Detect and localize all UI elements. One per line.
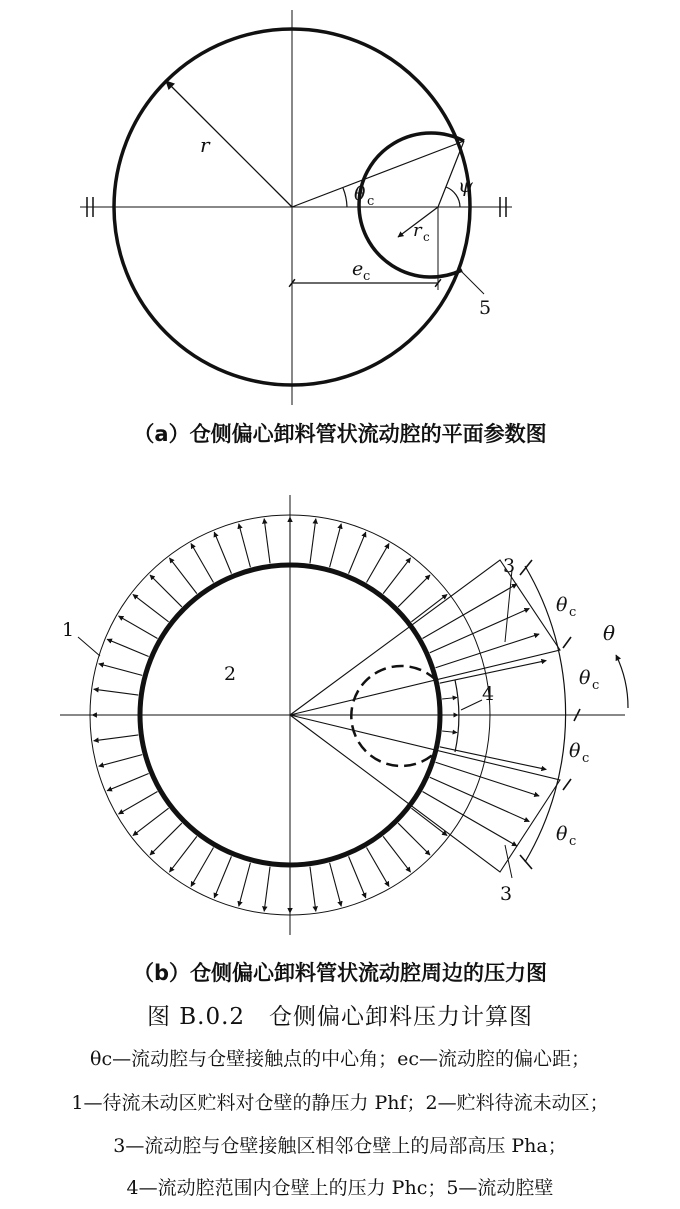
- label-5: 5: [479, 297, 492, 319]
- label-theta-c-b1-sub: c: [569, 605, 577, 620]
- label-theta-c-b3: θ: [569, 740, 581, 762]
- pressure-arrow: [239, 863, 251, 906]
- pressure-arrow: [191, 544, 214, 583]
- label-theta-c-a: θ: [354, 183, 366, 205]
- label-ec: e: [352, 258, 364, 280]
- radius-r-arrow: [166, 81, 292, 207]
- sector-pressure-arrow: [436, 634, 540, 668]
- label-1: 1: [62, 619, 75, 641]
- pressure-arrow: [383, 836, 410, 872]
- legend-line: 3—流动腔与仓壁接触区相邻仓壁上的局部高压 Pha；: [113, 1135, 567, 1157]
- label-2: 2: [224, 663, 237, 685]
- label-3-top: 3: [503, 555, 516, 577]
- pressure-arrow: [239, 524, 251, 567]
- pressure-arrow: [169, 558, 196, 594]
- pressure-arrow: [310, 519, 316, 564]
- label-rc-sub: c: [423, 230, 430, 244]
- caption-a: （a）仓侧偏心卸料管状流动腔的平面参数图: [133, 422, 547, 446]
- label-theta-b: θ: [603, 621, 616, 645]
- sector-pressure-arrow: [430, 777, 530, 821]
- pressure-arrow: [214, 532, 231, 574]
- pressure-arrow: [214, 856, 231, 898]
- pressure-arrow: [383, 558, 410, 594]
- label-theta-c-b4: θ: [556, 823, 568, 845]
- label-theta-c-b3-sub: c: [582, 751, 590, 766]
- pressure-arrow: [330, 863, 342, 906]
- pressure-arrow: [264, 867, 270, 912]
- pressure-arrow: [367, 544, 390, 583]
- legend-line: 4—流动腔范围内仓壁上的压力 Phc；5—流动腔壁: [126, 1177, 554, 1199]
- leader-3-top: [505, 570, 512, 642]
- high-pressure-sectors: [290, 560, 560, 872]
- pressure-arrow: [94, 689, 139, 695]
- pressure-arrow: [367, 848, 390, 887]
- label-3-bottom: 3: [500, 883, 513, 905]
- pressure-arrow: [150, 823, 182, 855]
- label-theta-c-b4-sub: c: [569, 834, 577, 849]
- channel-center-to-contact: [438, 141, 464, 207]
- pressure-arrow: [99, 664, 142, 676]
- theta-c-arc-a: [343, 188, 347, 207]
- pressure-arrow: [150, 575, 182, 607]
- pressure-arrow: [398, 575, 430, 607]
- channel-pressure-arrow: [442, 697, 457, 699]
- pressure-arrow: [133, 808, 169, 835]
- leader-1: [78, 637, 100, 656]
- sector-pressure-arrow: [436, 762, 540, 796]
- pressure-arrow: [264, 519, 270, 564]
- pressure-arrow: [94, 735, 139, 741]
- label-ec-sub: c: [363, 269, 371, 284]
- diagram-a: [80, 10, 512, 405]
- sector-pressure-arrow: [423, 584, 517, 639]
- pressure-arrow: [119, 792, 158, 815]
- pressure-arrow: [330, 524, 342, 567]
- flow-channel-wall-arc: [359, 133, 464, 277]
- label-r: r: [200, 133, 210, 157]
- label-theta-c-b1: θ: [556, 594, 568, 616]
- pressure-arrow: [411, 594, 447, 621]
- pressure-arrow: [169, 836, 196, 872]
- pressure-arrow: [119, 616, 158, 639]
- label-theta-c-b2-sub: c: [592, 678, 600, 693]
- label-rc: r: [413, 220, 422, 241]
- line-to-contact-point: [292, 141, 464, 207]
- label-theta-c-a-sub: c: [367, 194, 375, 209]
- legend-line: θc—流动腔与仓壁接触点的中心角；ec—流动腔的偏心距；: [90, 1048, 590, 1070]
- label-theta-c-b2: θ: [579, 667, 591, 689]
- theta-direction-arrow: [616, 655, 628, 708]
- flow-channel-dashed-arc: [351, 666, 436, 766]
- leader-3-bottom: [505, 845, 512, 878]
- pressure-arrow: [107, 774, 149, 791]
- caption-b: （b）仓侧偏心卸料管状流动腔周边的压力图: [132, 961, 548, 985]
- pressure-arrow: [133, 594, 169, 621]
- pressure-arrow: [349, 532, 366, 574]
- sector-pressure-arrow: [430, 608, 530, 652]
- pressure-arrow: [107, 639, 149, 656]
- legend-line: 1—待流未动区贮料对仓壁的静压力 Phf；2—贮料待流未动区；: [71, 1092, 609, 1114]
- leader-5: [458, 268, 484, 294]
- channel-pressure-arrow: [442, 731, 457, 733]
- sector-pressure-arrow: [440, 661, 547, 684]
- diagram-b: [60, 495, 628, 935]
- pressure-arrow: [411, 808, 447, 835]
- figure-title: 图 B.0.2 仓侧偏心卸料压力计算图: [146, 1004, 534, 1030]
- leader-4: [461, 700, 482, 710]
- pressure-arrow: [310, 867, 316, 912]
- sector-pressure-arrow: [423, 792, 517, 847]
- label-4: 4: [482, 683, 495, 705]
- pressure-arrow: [398, 823, 430, 855]
- label-psi: ψ: [458, 175, 473, 197]
- pressure-arrow: [349, 856, 366, 898]
- channel-pressure-arc: [455, 680, 459, 752]
- pressure-arrow: [191, 848, 214, 887]
- pressure-arrow: [99, 755, 142, 767]
